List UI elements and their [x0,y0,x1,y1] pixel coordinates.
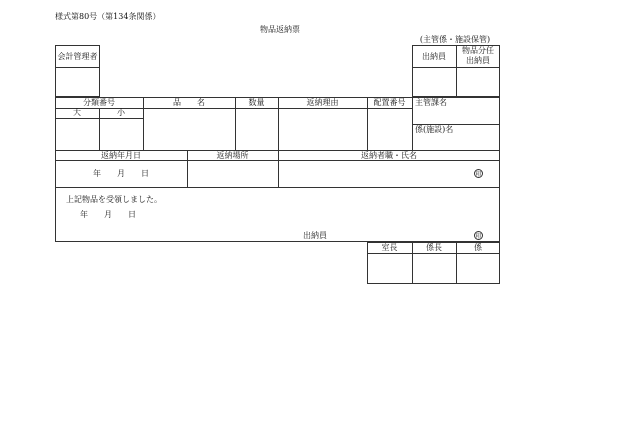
divider [412,67,500,68]
item-issuer-label-2: 出納員 [466,56,490,65]
issuer-label: 出納員 [422,52,446,61]
chief-label: 係長 [426,243,442,252]
receipt-date: 年 月 日 [80,210,136,219]
receipt-text: 上記物品を受領しました。 [66,195,162,204]
class-major-header: 大 [73,108,81,117]
item-name-header: 品 名 [173,98,205,107]
staff-label: 係 [474,243,482,252]
accounting-manager-label: 会計管理者 [57,52,98,61]
divider [55,187,500,188]
quantity-header: 数量 [248,98,265,107]
item-issuer-label-1: 物品分任 [462,46,494,55]
reason-header: 返納理由 [306,98,339,107]
return-place-header: 返納場所 [216,151,249,160]
divider [412,97,413,150]
document-title: 物品返納票 [260,25,300,34]
dept-note: (主管係・施設保管) [419,35,491,44]
seal-mark: 印 [475,171,482,178]
director-label: 室長 [381,243,398,252]
section-staff-label: 係(施設)名 [415,125,454,134]
class-no-header: 分類番号 [83,98,115,107]
divider [55,67,100,68]
class-minor-header: 小 [117,108,125,117]
divider [367,253,500,254]
placement-no-header: 配置番号 [373,98,406,107]
section-chief-label: 主管課名 [415,98,447,107]
form-number: 様式第80号（第134条関係） [55,12,161,21]
receipt-issuer-label: 出納員 [303,231,327,240]
returner-header: 返納者職・氏名 [361,151,417,160]
return-date-value: 年 月 日 [93,169,149,178]
seal-mark: 印 [475,233,482,240]
return-date-header: 返納年月日 [101,151,141,160]
